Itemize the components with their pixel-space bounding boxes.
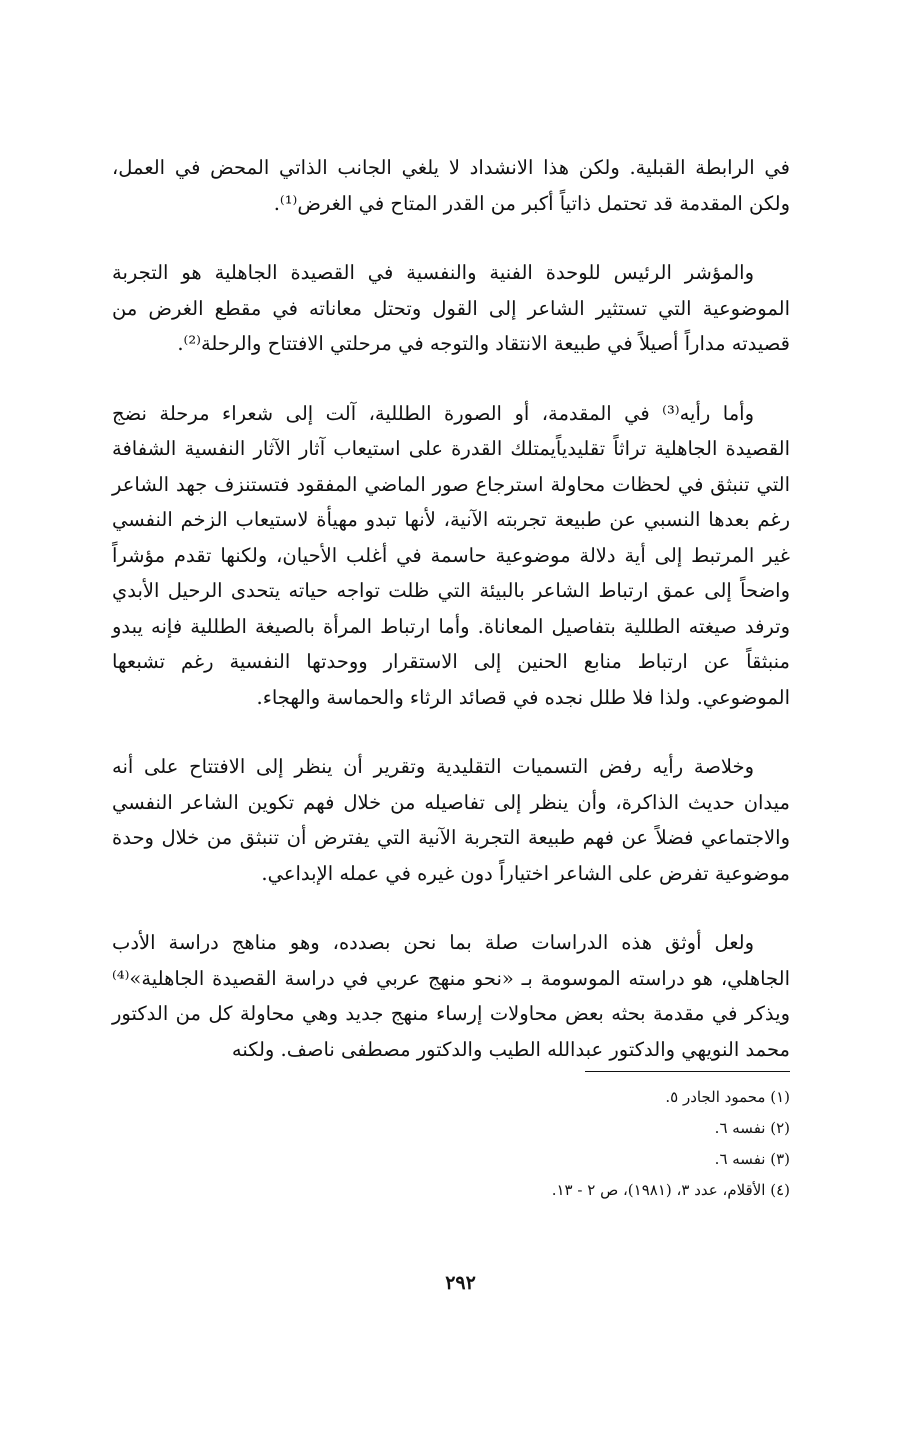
footnote-divider [585,1071,790,1072]
paragraph-3: وأما رأيه⁽³⁾ في المقدمة، أو الصورة الطللية، آلت إلى شعراء مرحلة نضج القصيدة الجاهلية تراثاً تقليدياًيمتلك القدرة على استيعاب آثار الآثار النفسية الشفافة التي تنبثق في لحظات محاولة استرجاع صور الماضي المفقود فتستنزف جهد الشاعر رغم بعدها النسبي عن طبيعة تجربته الآنية، لأنها تبدو مهيأة لاستيعاب الزخم النفسي غير المرتبط إلى أية دلالة موضوعية حاسمة في أغلب الأحيان، ولكنها تقدم مؤشراً واضحاً إلى عمق ارتباط الشاعر بالبيئة التي ظلت تواجه حياته يتحدى الرحيل الأبدي وترفد صيغته الطللية بتفاصيل المعاناة. وأما ارتباط المرأة بالصيغة الطللية فإنه يبدو منبثقاً عن ارتباط منابع الحنين إلى الاستقرار ووحدتها النفسية رغم تشبعها الموضوعي. ولذا فلا طلل نجده في قصائد الرثاء والحماسة والهجاء. [112,401,790,709]
footnotes [112,1082,790,1206]
paragraph-2: والمؤشر الرئيس للوحدة الفنية والنفسية في القصيدة الجاهلية هو التجربة الموضوعية التي تستثير الشاعر إلى القول وتحتل معاناته في مقطع الغرض من قصيدته مداراً أصيلاً في طبيعة الانتقاد والتوجه في مرحلتي الافتتاح والرحلة⁽²⁾. [112,261,790,355]
paragraph-5: ولعل أوثق هذه الدراسات صلة بما نحن بصدده، وهو مناهج دراسة الأدب الجاهلي، هو دراسته الموسومة بـ «نحو منهج عربي في دراسة القصيدة الجاهلية»⁽⁴⁾ ويذكر في مقدمة بحثه بعض محاولات إرساء منهج جديد وهي محاولة كل من الدكتور محمد النويهي والدكتور عبدالله الطيب والدكتور مصطفى ناصف. ولكنه [112,931,790,1061]
footnote-1: (١) محمود الجادر ٥. [665,1088,790,1106]
paragraph-4: وخلاصة رأيه رفض التسميات التقليدية وتقرير أن ينظر إلى الافتتاح على أنه ميدان حديث الذاكرة، وأن ينظر إلى تفاصيله من خلال فهم تكوين الشاعر النفسي والاجتماعي فضلاً عن فهم طبيعة التجربة الآنية التي يفترض أن تنبثق من خلال وحدة موضوعية تفرض على الشاعر اختياراً دون غيره في عمله الإبداعي. [112,755,790,885]
footnote-2: (٢) نفسه ٦. [714,1119,790,1137]
page-number: ٢٩٢ [445,1272,476,1294]
paragraph-1: في الرابطة القبلية. ولكن هذا الانشداد لا يلغي الجانب الذاتي المحض في العمل، ولكن المقدمة قد تحتمل ذاتياً أكبر من القدر المتاح في الغرض⁽¹⁾. [112,156,790,215]
footnote-3: (٣) نفسه ٦. [714,1150,790,1168]
footnote-4: (٤) الأقلام، عدد ٣، (١٩٨١)، ص ٢ - ١٣. [551,1181,790,1199]
page-body [112,150,790,1206]
